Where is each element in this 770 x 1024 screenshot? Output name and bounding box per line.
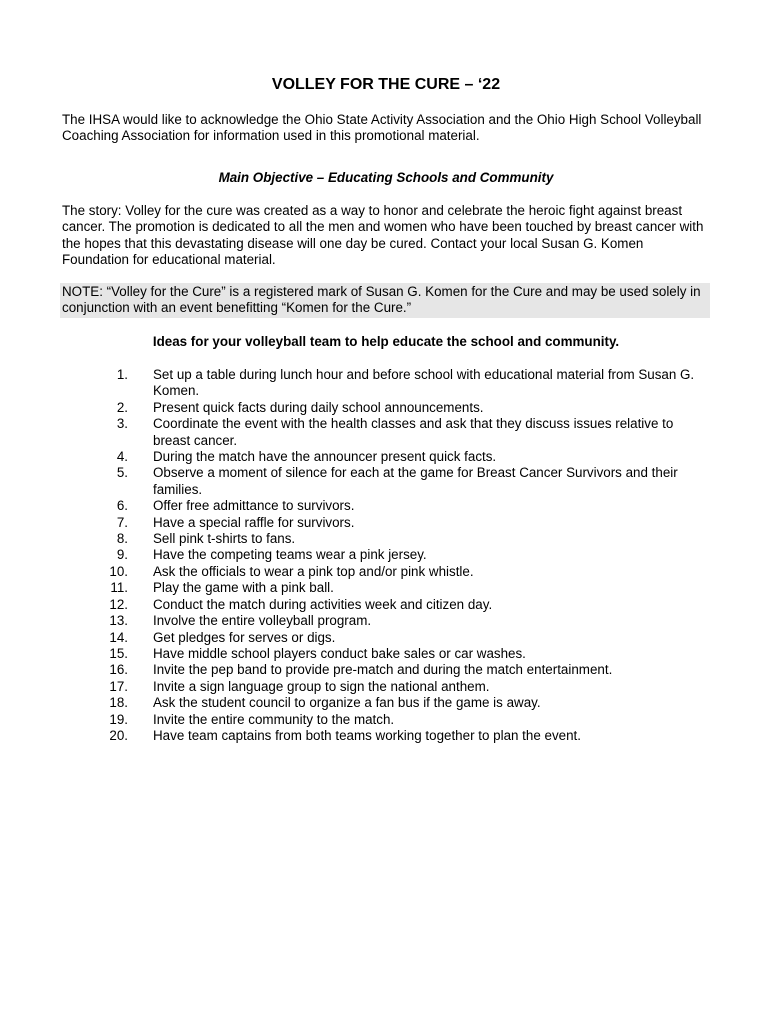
trademark-note: NOTE: “Volley for the Cure” is a registered mark of Susan G. Komen for the Cure and may be used solely in conjunction with an event benefitting “Komen for the Cure.”: [60, 283, 710, 318]
acknowledgement-paragraph: The IHSA would like to acknowledge the Ohio State Activity Association and the Ohio High School Volleyball Coaching Association for information used in this promotional material.: [62, 112, 702, 144]
list-item: [62, 400, 710, 416]
item-number: 13.: [109, 613, 128, 629]
item-text: Get pledges for serves or digs.: [153, 629, 336, 645]
item-text: Offer free admittance to survivors.: [153, 498, 355, 514]
item-number: 6.: [116, 498, 128, 514]
list-item: [62, 712, 710, 728]
list-item: [62, 449, 710, 465]
item-number: 20.: [109, 727, 128, 743]
item-number: 7.: [116, 514, 128, 530]
item-text: Invite the pep band to provide pre-match and during the match entertainment.: [153, 662, 613, 678]
list-item: [62, 498, 710, 514]
item-number: 10.: [109, 563, 128, 579]
list-item: [62, 695, 710, 711]
objective-heading: Main Objective – Educating Schools and Community: [218, 170, 554, 185]
item-number: 15.: [109, 645, 128, 661]
item-text: Invite the entire community to the match.: [153, 711, 395, 727]
item-text: Invite a sign language group to sign the national anthem.: [153, 678, 490, 694]
item-number: 5.: [116, 465, 128, 481]
list-item: [62, 679, 710, 695]
list-item: [62, 613, 710, 629]
list-item: [62, 465, 710, 498]
item-number: 12.: [109, 596, 128, 612]
list-item: [62, 728, 710, 744]
document-title: VOLLEY FOR THE CURE – ‘22: [271, 76, 501, 93]
list-item: [62, 547, 710, 563]
item-number: 2.: [116, 399, 128, 415]
item-text: Ask the student council to organize a fan bus if the game is away.: [153, 695, 541, 711]
item-text: Have middle school players conduct bake sales or car washes.: [153, 645, 526, 661]
item-number: 17.: [109, 678, 128, 694]
item-text: During the match have the announcer present quick facts.: [153, 449, 497, 465]
list-item: [62, 531, 710, 547]
list-item: [62, 367, 710, 400]
list-item: [62, 646, 710, 662]
item-text: Have a special raffle for survivors.: [153, 514, 355, 530]
item-number: 16.: [109, 662, 128, 678]
item-number: 19.: [109, 711, 128, 727]
item-text: Set up a table during lunch hour and before school with educational material from Susan G. Komen.: [153, 367, 695, 399]
item-text: Have team captains from both teams working together to plan the event.: [153, 727, 581, 743]
item-text: Sell pink t-shirts to fans.: [153, 531, 296, 547]
item-text: Involve the entire volleyball program.: [153, 613, 372, 629]
item-number: 14.: [109, 629, 128, 645]
list-item: [62, 630, 710, 646]
list-item: [62, 662, 710, 678]
item-text: Ask the officials to wear a pink top and/or pink whistle.: [153, 563, 474, 579]
item-number: 3.: [116, 416, 128, 432]
item-number: 9.: [116, 547, 128, 563]
list-item: [62, 580, 710, 596]
list-item: [62, 564, 710, 580]
list-item: [62, 416, 710, 449]
item-text: Coordinate the event with the health classes and ask that they discuss issues relative to breast cancer.: [153, 416, 674, 448]
story-paragraph: The story: Volley for the cure was created as a way to honor and celebrate the heroic fight against breast cancer. The promotion is dedicated to all the men and women who have been touched by breast cancer with the hopes that this devastating disease will one day be cured. Contact your local Susan G. Komen Foundation for educational material.: [62, 203, 704, 268]
item-text: Have the competing teams wear a pink jersey.: [153, 547, 427, 563]
ideas-heading: Ideas for your volleyball team to help educate the school and community.: [152, 334, 620, 349]
list-item: [62, 515, 710, 531]
item-number: 11.: [110, 580, 128, 596]
item-text: Conduct the match during activities week and citizen day.: [153, 596, 493, 612]
ideas-list: [62, 367, 710, 744]
item-number: 8.: [116, 531, 128, 547]
item-text: Observe a moment of silence for each at the game for Breast Cancer Survivors and their families.: [153, 465, 678, 497]
item-text: Play the game with a pink ball.: [153, 580, 334, 596]
list-item: [62, 597, 710, 613]
item-number: 1.: [116, 367, 128, 382]
item-number: 18.: [109, 695, 128, 711]
item-text: Present quick facts during daily school announcements.: [153, 399, 484, 415]
item-number: 4.: [116, 449, 128, 465]
